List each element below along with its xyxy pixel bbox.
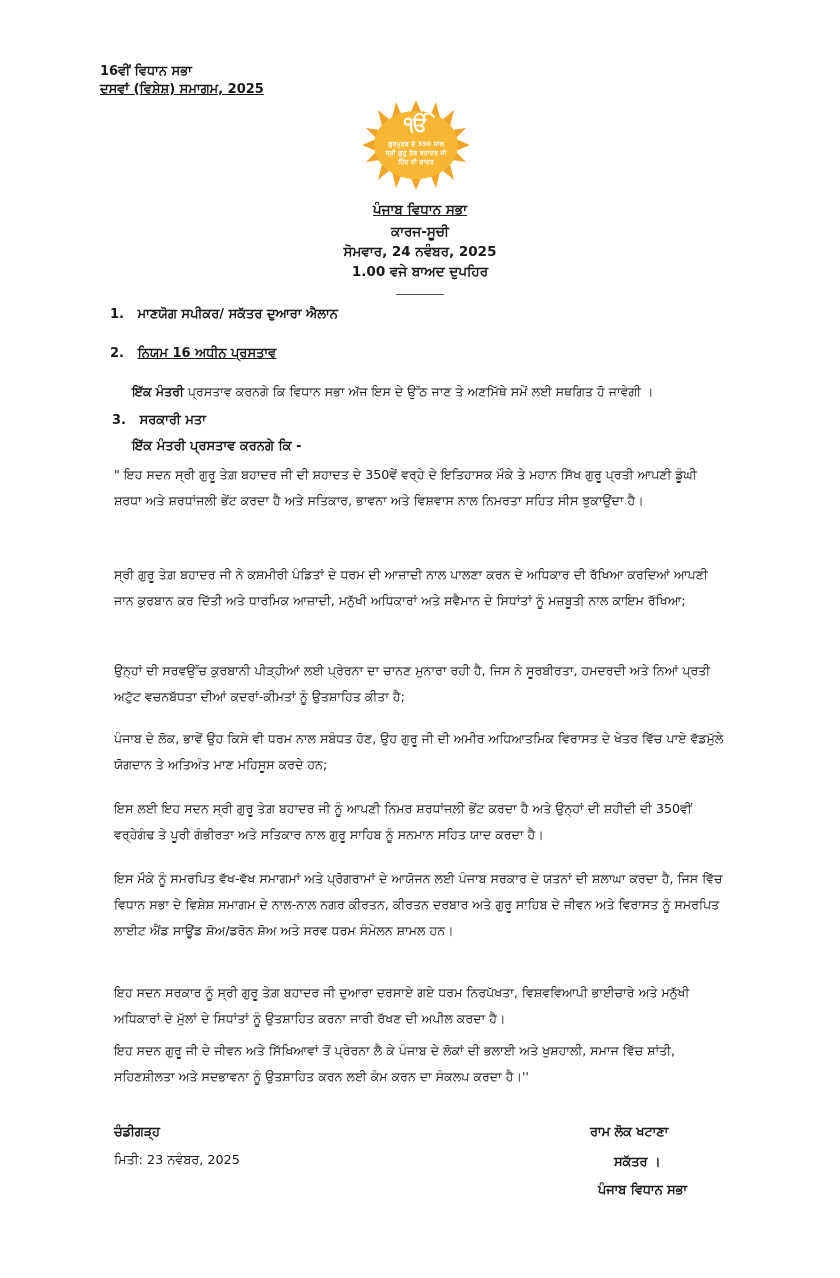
- agenda-time: 1.00 ਵਜੇ ਬਾਅਦ ਦੁਪਹਿਰ: [351, 264, 489, 280]
- resolution-paragraph-3: ਉਨ੍ਹਾਂ ਦੀ ਸਰਵਉੱਚ ਕੁਰਬਾਨੀ ਪੀੜ੍ਹੀਆਂ ਲਈ ਪ੍ਰੇਰਨਾ ਦਾ ਚਾਨਣ ਮੁਨਾਰਾ ਰਹੀ ਹੈ, ਜਿਸ ਨੇ ਸੂਰਬੀਰਤਾ, ਹਮਦਰਦੀ ਅਤੇ ਨਿਆਂ ਪ੍ਰਤੀ ਅਟੁੱਟ ਵਚਨਬੱਧਤਾ ਦੀਆਂ ਕਦਰਾਂ-ਕੀਮਤਾਂ ਨੂੰ ਉਤਸ਼ਾਹਿਤ ਕੀਤਾ ਹੈ;: [114, 663, 711, 704]
- item-number: 3.: [112, 413, 126, 428]
- date-label: ਮਿਤੀ: 23 ਨਵੰਬਰ, 2025: [114, 1153, 240, 1168]
- logo-caption-line-2: ਸ੍ਰੀ ਗੁਰੂ ਤੇਗ ਬਹਾਦਰ ਜੀ: [385, 149, 447, 157]
- agenda-item-2: [110, 343, 276, 365]
- assembly-label: 16ਵੀਂ ਵਿਧਾਨ ਸਭਾ: [100, 64, 192, 79]
- item-2-body: [132, 381, 742, 403]
- resolution-paragraph-7: ਇਹ ਸਦਨ ਸਰਕਾਰ ਨੂੰ ਸ੍ਰੀ ਗੁਰੂ ਤੇਗ਼ ਬਹਾਦਰ ਜੀ ਦੁਆਰਾ ਦਰਸਾਏ ਗਏ ਧਰਮ ਨਿਰਪੱਖਤਾ, ਵਿਸ਼ਵਵਿਆਪੀ ਭਾਈਚਾਰੇ ਅਤੇ ਮਨੁੱਖੀ ਅਧਿਕਾਰਾਂ ਦੇ ਮੁੱਲਾਂ ਦੇ ਸਿਧਾਂਤਾਂ ਨੂੰ ਉਤਸ਼ਾਹਿਤ ਕਰਨਾ ਜਾਰੀ ਰੱਖਣ ਦੀ ਅਪੀਲ ਕਰਦਾ ਹੈ।: [114, 985, 690, 1026]
- agenda-date: ਸੋਮਵਾਰ, 24 ਨਵੰਬਰ, 2025: [343, 244, 497, 260]
- agenda-title: ਕਾਰਜ-ਸੂਚੀ: [390, 224, 449, 240]
- logo-caption-line-1: ਗੁਰਪੁਰਬ ਦੇ 350 ਸਾਲ: [387, 140, 445, 148]
- org-title: ਪੰਜਾਬ ਵਿਧਾਨ ਸਭਾ: [373, 202, 467, 218]
- item-2-rest: ਪ੍ਰਸਤਾਵ ਕਰਨਗੇ ਕਿ ਵਿਧਾਨ ਸਭਾ ਅੱਜ ਇਸ ਦੇ ਉੱਠ ਜਾਣ ਤੇ ਅਣਮਿੱਥੇ ਸਮੇਂ ਲਈ ਸਥਗਿਤ ਹੋ ਜਾਵੇਗੀ ।: [187, 384, 654, 399]
- item-text: ਮਾਣਯੋਗ ਸਪੀਕਰ/ ਸਕੱਤਰ ਦੁਆਰਾ ਐਲਾਨ: [137, 307, 338, 322]
- signatory-name: ਰਾਮ ਲੋਕ ਖਟਾਣਾ: [590, 1125, 669, 1140]
- resolution-paragraph-2: ਸ੍ਰੀ ਗੁਰੂ ਤੇਗ਼ ਬਹਾਦਰ ਜੀ ਨੇ ਕਸ਼ਮੀਰੀ ਪੰਡਿਤਾਂ ਦੇ ਧਰਮ ਦੀ ਆਜ਼ਾਦੀ ਨਾਲ ਪਾਲਣਾ ਕਰਨ ਦੇ ਅਧਿਕਾਰ ਦੀ ਰੱਖਿਆ ਕਰਦਿਆਂ ਆਪਣੀ ਜਾਨ ਕੁਰਬਾਨ ਕਰ ਦਿੱਤੀ ਅਤੇ ਧਾਰਮਿਕ ਆਜ਼ਾਦੀ, ਮਨੁੱਖੀ ਅਧਿਕਾਰਾਂ ਅਤੇ ਸਵੈਮਾਨ ਦੇ ਸਿਧਾਂਤਾਂ ਨੂੰ ਮਜ਼ਬੂਤੀ ਨਾਲ ਕਾਇਮ ਰੱਖਿਆ;: [114, 567, 708, 608]
- item-2-lead: ਇੱਕ ਮੰਤਰੀ: [132, 384, 184, 399]
- item-text: ਸਰਕਾਰੀ ਮਤਾ: [139, 413, 206, 428]
- item-3-intro: ਇੱਕ ਮੰਤਰੀ ਪ੍ਰਸਤਾਵ ਕਰਨਗੇ ਕਿ -: [132, 439, 302, 454]
- divider: [396, 294, 444, 295]
- logo-caption: [356, 140, 476, 167]
- resolution-paragraph-6: ਇਸ ਮੌਕੇ ਨੂੰ ਸਮਰਪਿਤ ਵੱਖ-ਵੱਖ ਸਮਾਗਮਾਂ ਅਤੇ ਪ੍ਰੋਗਰਾਮਾਂ ਦੇ ਆਯੋਜਨ ਲਈ ਪੰਜਾਬ ਸਰਕਾਰ ਦੇ ਯਤਨਾਂ ਦੀ ਸ਼ਲਾਘਾ ਕਰਦਾ ਹੈ, ਜਿਸ ਵਿੱਚ ਵਿਧਾਨ ਸਭਾ ਦੇ ਵਿਸ਼ੇਸ਼ ਸਮਾਗਮ ਦੇ ਨਾਲ-ਨਾਲ ਨਗਰ ਕੀਰਤਨ, ਕੀਰਤਨ ਦਰਬਾਰ ਅਤੇ ਗੁਰੂ ਸਾਹਿਬ ਦੇ ਜੀਵਨ ਅਤੇ ਵਿਰਾਸਤ ਨੂੰ ਸਮਰਪਿਤ ਲਾਈਟ ਐਂਡ ਸਾਊਂਡ ਸ਼ੋਅ/ਡਰੋਨ ਸ਼ੋਅ ਅਤੇ ਸਰਵ ਧਰਮ ਸੰਮੇਲਨ ਸ਼ਾਮਲ ਹਨ।: [114, 871, 723, 938]
- anniversary-logo: [356, 100, 476, 190]
- item-number: 2.: [110, 346, 124, 361]
- resolution-paragraph-4: ਪੰਜਾਬ ਦੇ ਲੋਕ, ਭਾਵੇਂ ਉਹ ਕਿਸੇ ਵੀ ਧਰਮ ਨਾਲ ਸਬੰਧਤ ਹੋਣ, ਉਹ ਗੁਰੂ ਜੀ ਦੀ ਅਮੀਰ ਅਧਿਆਤਮਿਕ ਵਿਰਾਸਤ ਦੇ ਖੇਤਰ ਵਿੱਚ ਪਾਏ ਵੱਡਮੁੱਲੇ ਯੋਗਦਾਨ ਤੇ ਅਤਿਅੰਤ ਮਾਣ ਮਹਿਸੂਸ ਕਰਦੇ ਹਨ;: [114, 731, 724, 772]
- session-label: ਦਸਵਾਂ (ਵਿਸ਼ੇਸ਼) ਸਮਾਗਮ, 2025: [100, 82, 264, 97]
- place-label: ਚੰਡੀਗੜ੍ਹ: [114, 1125, 160, 1140]
- signatory-designation: ਸਕੱਤਰ ।: [614, 1155, 661, 1170]
- resolution-paragraph-8: ਇਹ ਸਦਨ ਗੁਰੂ ਜੀ ਦੇ ਜੀਵਨ ਅਤੇ ਸਿੱਖਿਆਵਾਂ ਤੋਂ ਪ੍ਰੇਰਨਾ ਲੈ ਕੇ ਪੰਜਾਬ ਦੇ ਲੋਕਾਂ ਦੀ ਭਲਾਈ ਅਤੇ ਖੁਸ਼ਹਾਲੀ, ਸਮਾਜ ਵਿੱਚ ਸ਼ਾਂਤੀ, ਸਹਿਣਸ਼ੀਲਤਾ ਅਤੇ ਸਦਭਾਵਨਾ ਨੂੰ ਉਤਸ਼ਾਹਿਤ ਕਰਨ ਲਈ ਕੰਮ ਕਰਨ ਦਾ ਸੰਕਲਪ ਕਰਦਾ ਹੈ।'': [114, 1043, 676, 1084]
- agenda-item-3: [112, 410, 206, 432]
- ik-onkar-symbol: ੴ: [403, 112, 429, 136]
- signatory-office: ਪੰਜਾਬ ਵਿਧਾਨ ਸਭਾ: [598, 1183, 688, 1198]
- logo-caption-line-3: ਹਿੰਦ ਦੀ ਚਾਦਰ: [398, 158, 434, 166]
- resolution-paragraph-1: " ਇਹ ਸਦਨ ਸ੍ਰੀ ਗੁਰੂ ਤੇਗ਼ ਬਹਾਦਰ ਜੀ ਦੀ ਸ਼ਹਾਦਤ ਦੇ 350ਵੇਂ ਵਰ੍ਹੇ ਦੇ ਇਤਿਹਾਸਕ ਮੌਕੇ ਤੇ ਮਹਾਨ ਸਿੱਖ ਗੁਰੂ ਪ੍ਰਤੀ ਆਪਣੀ ਡੂੰਘੀ ਸ਼ਰਧਾ ਅਤੇ ਸ਼ਰਧਾਂਜਲੀ ਭੇਂਟ ਕਰਦਾ ਹੈ ਅਤੇ ਸਤਿਕਾਰ, ਭਾਵਨਾ ਅਤੇ ਵਿਸ਼ਵਾਸ ਨਾਲ ਨਿਮਰਤਾ ਸਹਿਤ ਸੀਸ ਝੁਕਾਉਂਦਾ ਹੈ।: [114, 467, 697, 508]
- agenda-item-1: [110, 304, 338, 326]
- item-number: 1.: [110, 307, 124, 322]
- item-text: ਨਿਯਮ 16 ਅਧੀਨ ਪ੍ਰਸਤਾਵ: [137, 346, 277, 361]
- resolution-paragraph-5: ਇਸ ਲਈ ਇਹ ਸਦਨ ਸ੍ਰੀ ਗੁਰੂ ਤੇਗ਼ ਬਹਾਦਰ ਜੀ ਨੂੰ ਆਪਣੀ ਨਿਮਰ ਸ਼ਰਧਾਂਜਲੀ ਭੇਂਟ ਕਰਦਾ ਹੈ ਅਤੇ ਉਨ੍ਹਾਂ ਦੀ ਸ਼ਹੀਦੀ ਦੀ 350ਵੀਂ ਵਰ੍ਹੇਗੰਢ ਤੇ ਪੂਰੀ ਗੰਭੀਰਤਾ ਅਤੇ ਸਤਿਕਾਰ ਨਾਲ ਗੁਰੂ ਸਾਹਿਬ ਨੂੰ ਸਨਮਾਨ ਸਹਿਤ ਯਾਦ ਕਰਦਾ ਹੈ।: [114, 801, 692, 842]
